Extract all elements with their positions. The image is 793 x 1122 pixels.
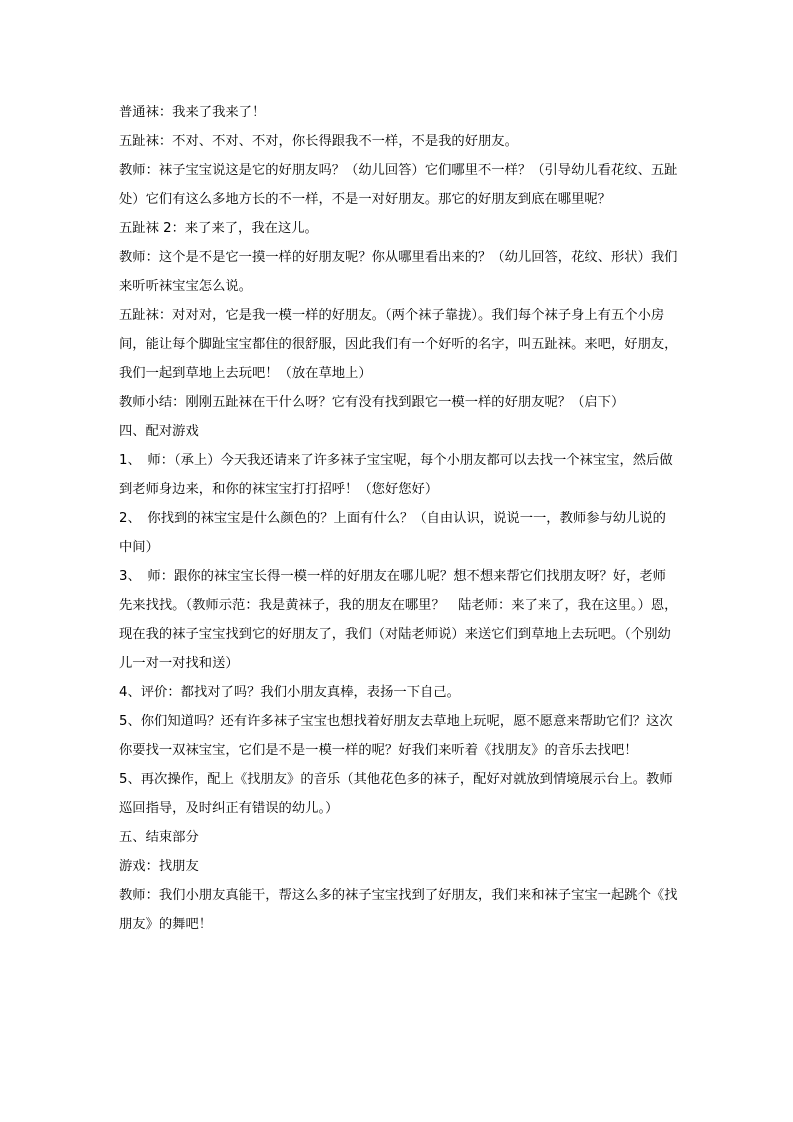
section-heading-4: 四、配对游戏 bbox=[119, 424, 199, 439]
paragraph-16: 游戏：找朋友 bbox=[119, 859, 199, 874]
document-body bbox=[119, 98, 679, 939]
paragraph-1: 普通袜：我来了我来了！ bbox=[119, 105, 266, 120]
paragraph-7: 教师小结：刚刚五趾袜在干什么呀？它有没有找到跟它一模一样的好朋友呢？（启下） bbox=[119, 395, 625, 410]
paragraph-4: 五趾袜 2：来了来了，我在这儿。 bbox=[119, 221, 318, 236]
paragraph-12: 4、评价：都找对了吗？我们小朋友真棒，表扬一下自己。 bbox=[119, 685, 460, 700]
section-heading-5: 五、结束部分 bbox=[119, 830, 199, 845]
paragraph-2: 五趾袜：不对、不对、不对，你长得跟我不一样，不是我的好朋友。 bbox=[119, 134, 518, 149]
paragraph-5: 教师：这个是不是它一摸一样的好朋友呢？你从哪里看出来的？（幼儿回答，花纹、形状）我们来听听袜宝宝怎么说。 bbox=[119, 250, 678, 294]
paragraph-11: 3、 师：跟你的袜宝宝长得一模一样的好朋友在哪儿呢？想不想来帮它们找朋友呀？好，老师先来找找。（教师示范：我是黄袜子，我的朋友在哪里？ 陆老师：来了来了，我在这里。）恩，现在我的袜子宝宝找到它的好朋友了，我们（对陆老师说）来送它们到草地上去玩吧。（个别幼儿一对一对找和送） bbox=[119, 569, 678, 671]
paragraph-10: 2、 你找到的袜宝宝是什么颜色的？上面有什么？（自由认识，说说一一，教师参与幼儿说的中间） bbox=[119, 511, 666, 555]
paragraph-6: 五趾袜：对对对，它是我一模一样的好朋友。（两个袜子靠拢）。我们每个袜子身上有五个小房间，能让每个脚趾宝宝都住的很舒服，因此我们有一个好听的名字，叫五趾袜。来吧，好朋友，我们一起到草地上去玩吧！（放在草地上） bbox=[119, 308, 678, 381]
paragraph-17: 教师：我们小朋友真能干，帮这么多的袜子宝宝找到了好朋友，我们来和袜子宝宝一起跳个《找朋友》的舞吧！ bbox=[119, 888, 678, 932]
paragraph-14: 5、再次操作，配上《找朋友》的音乐（其他花色多的袜子，配好对就放到情境展示台上。教师巡回指导，及时纠正有错误的幼儿。） bbox=[119, 772, 673, 816]
paragraph-3: 教师：袜子宝宝说这是它的好朋友吗？（幼儿回答）它们哪里不一样？（引导幼儿看花纹、五趾处）它们有这么多地方长的不一样，不是一对好朋友。那它的好朋友到底在哪里呢？ bbox=[119, 163, 678, 207]
paragraph-13: 5、你们知道吗？还有许多袜子宝宝也想找着好朋友去草地上玩呢，愿不愿意来帮助它们？这次你要找一双袜宝宝，它们是不是一模一样的呢？好我们来听着《找朋友》的音乐去找吧！ bbox=[119, 714, 673, 758]
paragraph-9: 1、 师：（承上）今天我还请来了许多袜子宝宝呢，每个小朋友都可以去找一个袜宝宝，然后做到老师身边来，和你的袜宝宝打打招呼！（您好您好） bbox=[119, 453, 673, 497]
